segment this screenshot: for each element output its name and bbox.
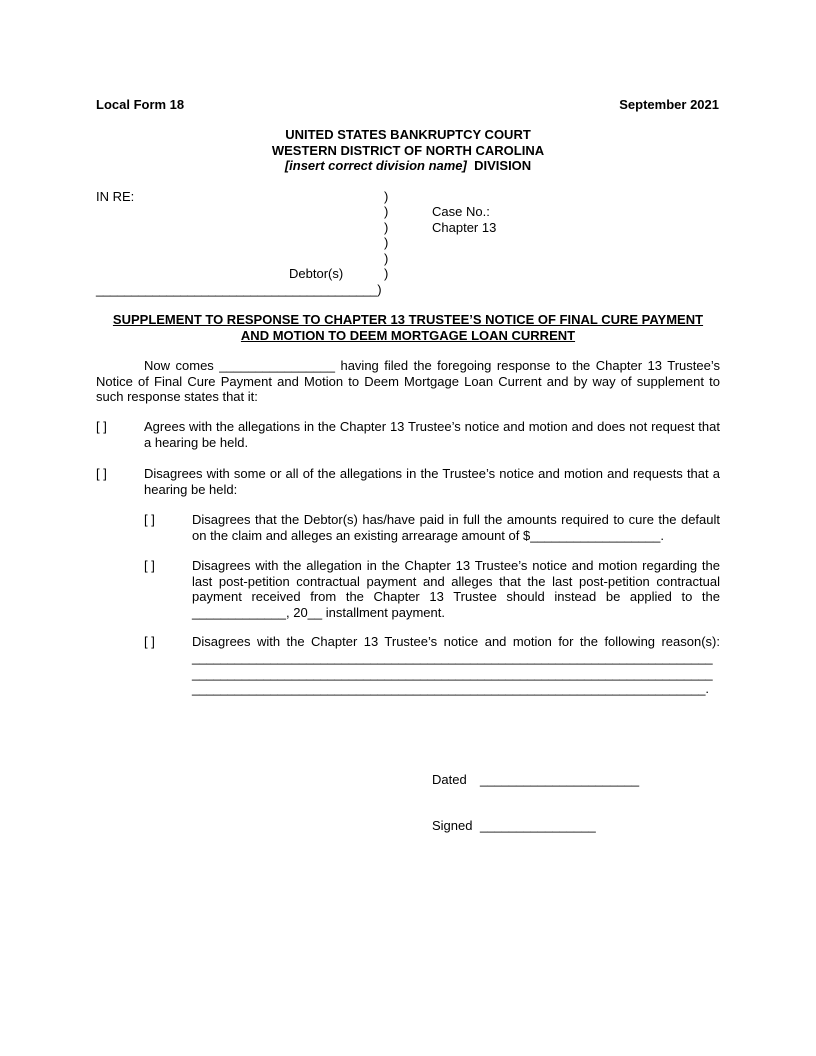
court-line-2: WESTERN DISTRICT OF NORTH CAROLINA — [271, 143, 545, 158]
case-no-label: Case No.: — [432, 204, 490, 219]
other-reason-checkbox[interactable]: [ ] — [144, 634, 155, 649]
caption-bottom-line: ________________________________________) — [96, 282, 382, 297]
division-suffix: DIVISION — [474, 158, 532, 173]
caption-paren: ) — [384, 251, 389, 266]
chapter-label: Chapter 13 — [432, 220, 497, 235]
dated-label: Dated — [432, 772, 467, 787]
division-placeholder: [insert correct division name] — [284, 158, 467, 173]
caption-paren: ) — [384, 189, 389, 204]
dated-line[interactable]: ______________________ — [480, 772, 640, 787]
in-re-label: IN RE: — [96, 189, 135, 204]
caption-paren: ) — [384, 266, 389, 281]
agree-checkbox[interactable]: [ ] — [96, 419, 107, 434]
arrearage-option-text: Disagrees that the Debtor(s) has/have paid in full the amounts required to cure the default on the claim and alleges an existing arrearage amount of $__________________. — [192, 512, 720, 543]
payment-application-checkbox[interactable]: [ ] — [144, 558, 155, 573]
signed-label: Signed — [432, 818, 473, 833]
agree-option-text: Agrees with the allegations in the Chapter 13 Trustee’s notice and motion and does not request that a hearing be held. — [144, 419, 720, 450]
reason-line-1[interactable]: _________________________________________________________________________ — [192, 650, 713, 665]
intro-paragraph: Now comes ________________ having filed the foregoing response to the Chapter 13 Trustee’s Notice of Final Cure Payment and Motion to Deem Mortgage Loan Current and by way of supplement to such response states that it: — [96, 358, 720, 404]
caption-paren: ) — [384, 204, 389, 219]
court-line-1: UNITED STATES BANKRUPTCY COURT — [285, 127, 531, 142]
reason-line-3[interactable]: ________________________________________________________________________. — [192, 681, 709, 696]
disagree-option-text: Disagrees with some or all of the allegations in the Trustee’s notice and motion and requests that a hearing be held: — [144, 466, 720, 497]
form-date: September 2021 — [619, 97, 719, 112]
caption-paren: ) — [384, 220, 389, 235]
payment-application-option-text: Disagrees with the allegation in the Chapter 13 Trustee’s notice and motion regarding the last post-petition contractual payment and alleges that the last post-petition contractual payment received from the Chapter 13 Trustee should instead be applied to the _____________, 20__ installment payment. — [192, 558, 720, 620]
form-id: Local Form 18 — [96, 97, 185, 112]
document-title-line-2: AND MOTION TO DEEM MORTGAGE LOAN CURRENT — [240, 328, 576, 343]
arrearage-checkbox[interactable]: [ ] — [144, 512, 155, 527]
document-title-line-1: SUPPLEMENT TO RESPONSE TO CHAPTER 13 TRUSTEE’S NOTICE OF FINAL CURE PAYMENT — [112, 312, 704, 327]
disagree-checkbox[interactable]: [ ] — [96, 466, 107, 481]
court-division — [96, 158, 720, 174]
reason-line-2[interactable]: _________________________________________________________________________ — [192, 666, 713, 681]
signed-line[interactable]: ________________ — [480, 818, 596, 833]
debtor-label: Debtor(s) — [289, 266, 344, 281]
caption-paren: ) — [384, 235, 389, 250]
other-reason-option-text: Disagrees with the Chapter 13 Trustee’s notice and motion for the following reason(s): — [192, 634, 720, 649]
